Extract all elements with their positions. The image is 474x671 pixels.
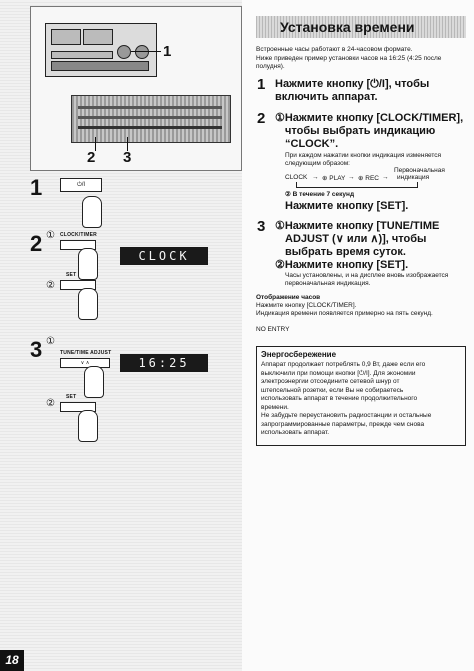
- step-3-text: ②Нажмите кнопку [SET].: [275, 259, 409, 271]
- left-step-1-number: 1: [30, 175, 43, 200]
- energy-line: электроэнергии отсоедините сетевой шнур от: [261, 378, 400, 385]
- energy-line: использовать аппарат.: [261, 429, 330, 436]
- step-2-text: ①Нажмите кнопку [CLOCK/TIMER],: [275, 112, 464, 124]
- callout-2: 2: [87, 149, 96, 166]
- step-3-text: ①Нажмите кнопку [TUNE/TIME: [275, 220, 440, 232]
- sub-step-2: ②: [46, 398, 55, 409]
- energy-line: штепсельной розетки, если Вы не собираетесь: [261, 386, 404, 394]
- step-2-text: чтобы выбрать индикацию: [285, 125, 436, 137]
- arrow-right-icon: →: [312, 174, 319, 181]
- clock-display: CLOCK: [120, 247, 208, 265]
- tune-time-adjust-button[interactable]: ∨ ∧: [60, 358, 110, 368]
- page-title: Установка времени: [280, 19, 415, 35]
- tune-time-adjust-label: TUNE/TIME ADJUST: [60, 350, 112, 356]
- step-3-note: Часы установлены, и на дисплее вновь изображается: [285, 272, 449, 279]
- step-3-note: первоначальная индикация.: [285, 280, 371, 287]
- page-number: 18: [0, 650, 24, 671]
- energy-line: запрограммированные параметры, прежде чем снова: [261, 420, 425, 428]
- step-3-number: 3: [257, 218, 266, 235]
- hand-icon: [84, 366, 104, 398]
- energy-saving-box: [256, 346, 466, 446]
- left-step-2-number: 2: [30, 231, 43, 256]
- left-step-3-number: 3: [30, 337, 43, 362]
- arrow-right-icon: →: [382, 174, 389, 181]
- flow-clock: CLOCK: [285, 174, 308, 181]
- callout-1: 1: [163, 43, 172, 60]
- stereo-figure: [30, 6, 242, 171]
- clock-timer-label: CLOCK/TIMER: [60, 232, 97, 238]
- front-panel-closeup: [71, 95, 231, 143]
- arrow-right-icon: →: [348, 174, 355, 181]
- step-2-sub2-prefix: ② В течение 7 секунд: [285, 191, 355, 198]
- set-label: SET: [66, 394, 77, 400]
- flow-initial: индикация: [397, 174, 430, 181]
- set-label: SET: [66, 272, 77, 278]
- energy-line: времени.: [261, 403, 289, 411]
- step-2-note: следующим образом:: [285, 160, 350, 167]
- step-2-number: 2: [257, 110, 266, 127]
- hand-icon: [78, 288, 98, 320]
- power-button[interactable]: ⏻/I: [60, 178, 102, 192]
- no-entry-text: NO ENTRY: [256, 326, 290, 333]
- step-2-sub2-text: Нажмите кнопку [SET].: [285, 200, 409, 212]
- step-1-text: включить аппарат.: [275, 91, 378, 103]
- clock-display-line: Индикация времени появляется примерно на пять секунд.: [256, 310, 433, 317]
- intro-line: полудня).: [256, 63, 285, 70]
- sub-step-2: ②: [46, 280, 55, 291]
- intro-line: Встроенные часы работают в 24-часовом формате.: [256, 46, 413, 53]
- step-1-number: 1: [257, 76, 266, 93]
- callout-3: 3: [123, 149, 132, 166]
- flow-loop-line: [296, 182, 418, 188]
- energy-line: Аппарат продолжает потреблять 0,9 Вт, даже если его: [261, 361, 426, 368]
- hand-icon: [78, 410, 98, 442]
- hand-icon: [82, 196, 102, 228]
- step-3-text: выбрать время суток.: [285, 246, 406, 258]
- energy-line: выключили при помощи кнопки [⏻/I]. Для экономии: [261, 369, 416, 377]
- flow-rec: ⊕ REC: [358, 175, 379, 182]
- step-1-text: Нажмите кнопку [⏻/I], чтобы: [275, 78, 430, 90]
- hand-icon: [78, 248, 98, 280]
- energy-heading: Энергосбережение: [261, 350, 337, 359]
- energy-line: Не забудьте переустановить радиостанции и остальные: [261, 412, 432, 419]
- intro-line: Ниже приведен пример установки часов на 16:25 (4:25 после: [256, 54, 442, 62]
- sub-step-1: ①: [46, 230, 55, 241]
- clock-display-heading: Отображение часов: [256, 294, 321, 301]
- flow-play: ⊕ PLAY: [322, 175, 346, 182]
- sub-step-1: ①: [46, 336, 55, 347]
- flow-initial: Первоначальная: [394, 167, 445, 174]
- clock-display-line: Нажмите кнопку [CLOCK/TIMER].: [256, 302, 357, 309]
- stereo-unit-illustration: [45, 23, 157, 77]
- step-3-text: ADJUST (∨ или ∧)], чтобы: [285, 233, 427, 245]
- step-2-note: При каждом нажатии кнопки индикация изменяется: [285, 152, 442, 159]
- time-display: 16:25: [120, 354, 208, 372]
- energy-line: использовать аппарат в течение продолжительного: [261, 395, 418, 402]
- step-2-text: “CLOCK”.: [285, 138, 339, 150]
